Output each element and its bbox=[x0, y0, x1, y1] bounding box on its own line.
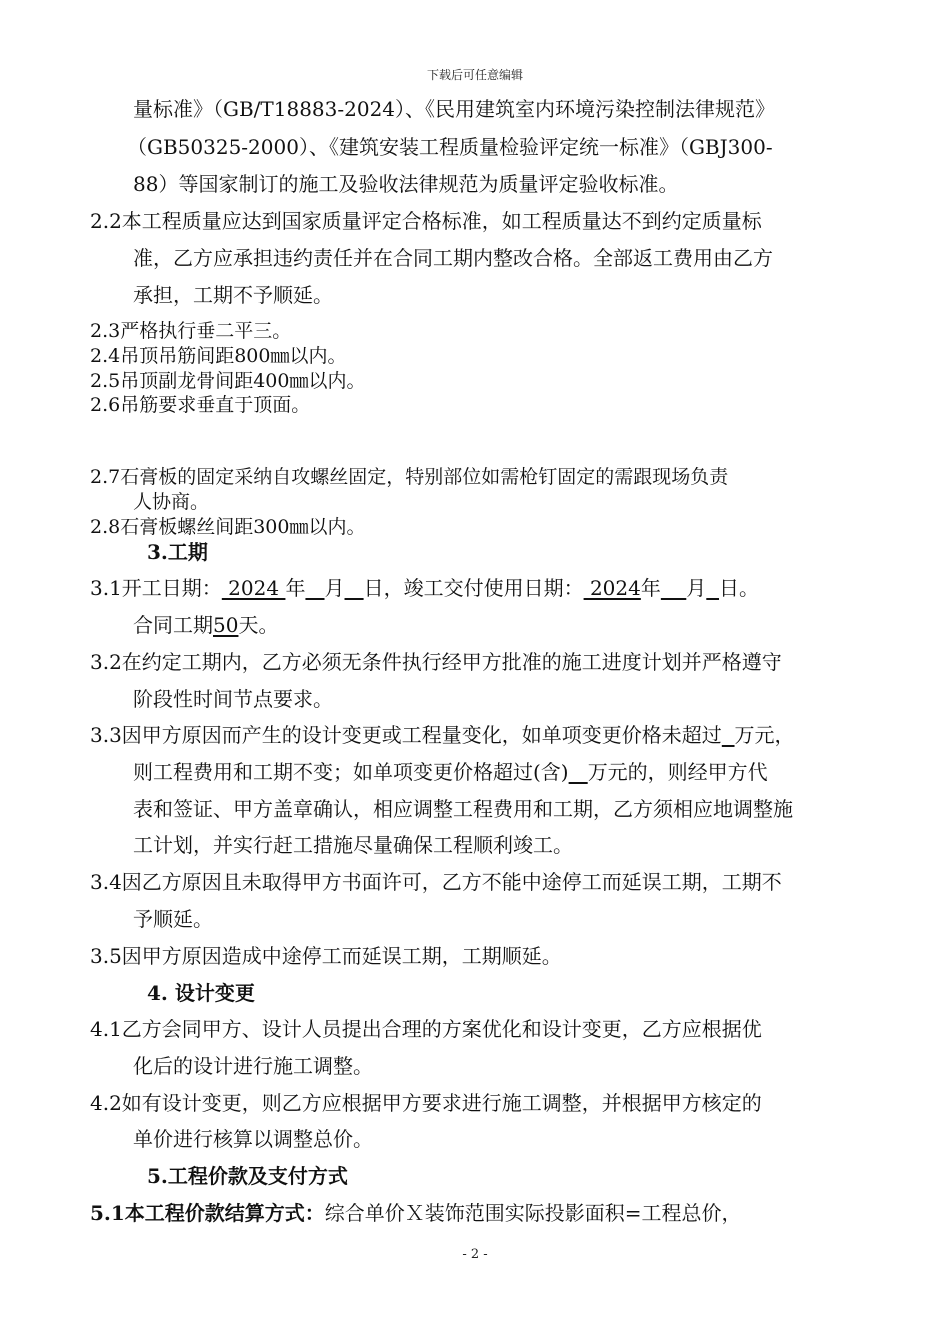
month-label-2: 月 bbox=[686, 576, 707, 600]
clause-2-2-line-3: 承担，工期不予顺延。 bbox=[133, 283, 333, 307]
clause-5-1 bbox=[90, 1200, 742, 1226]
clause-2-3: 2.3严格执行垂二平三。 bbox=[90, 320, 292, 342]
para-standards-line-2: （GB50325-2000）、《建筑安装工程质量检验评定统一标准》（GBJ300- bbox=[127, 135, 773, 159]
start-month-field bbox=[305, 576, 324, 600]
clause-4-1-line-1: 4.1乙方会同甲方、设计人员提出合理的方案优化和设计变更，乙方应根据优 bbox=[90, 1017, 762, 1041]
clause-3-4-line-2: 予顺延。 bbox=[133, 907, 213, 931]
year-label-2: 年 bbox=[640, 576, 661, 600]
clause-3-3-line-4: 工计划，并实行赶工措施尽量确保工程顺利竣工。 bbox=[133, 833, 573, 857]
clause-3-1-start-label: 3.1开工日期： bbox=[90, 576, 222, 600]
clause-2-2-line-2: 准，乙方应承担违约责任并在合同工期内整改合格。全部返工费用由乙方 bbox=[133, 246, 773, 270]
end-month-field bbox=[661, 576, 686, 600]
start-day-field bbox=[345, 576, 364, 600]
clause-3-5: 3.5因甲方原因造成中途停工而延误工期，工期顺延。 bbox=[90, 944, 562, 968]
end-day-field bbox=[706, 576, 719, 600]
clause-3-2-line-1: 3.2在约定工期内，乙方必须无条件执行经甲方批准的施工进度计划并严格遵守 bbox=[90, 650, 782, 674]
year-label: 年 bbox=[285, 576, 306, 600]
month-label: 月 bbox=[324, 576, 345, 600]
amount-blank-1 bbox=[722, 723, 735, 747]
clause-3-1-line-2 bbox=[133, 612, 278, 638]
clause-2-7-line-2: 人协商。 bbox=[133, 491, 210, 513]
clause-3-2-line-2: 阶段性时间节点要求。 bbox=[133, 687, 333, 711]
day-label-2: 日。 bbox=[719, 576, 760, 600]
start-year-field: 2024 bbox=[221, 576, 286, 600]
clause-2-8: 2.8石膏板螺丝间距300㎜以内。 bbox=[90, 516, 366, 538]
clause-4-1-line-2: 化后的设计进行施工调整。 bbox=[133, 1054, 373, 1078]
contract-period-label: 合同工期 bbox=[133, 613, 213, 637]
section-3-heading: 3.工期 bbox=[147, 540, 208, 564]
days-unit: 天。 bbox=[238, 613, 279, 637]
end-year-field: 2024 bbox=[583, 576, 641, 600]
clause-3-3-line-3: 表和签证、甲方盖章确认，相应调整工程费用和工期，乙方须相应地调整施 bbox=[133, 797, 793, 821]
section-5-heading: 5.工程价款及支付方式 bbox=[147, 1164, 348, 1188]
clause-2-7-line-1: 2.7石膏板的固定采纳自攻螺丝固定，特别部位如需枪钉固定的需跟现场负责 bbox=[90, 466, 729, 488]
contract-days-field: 50 bbox=[213, 613, 239, 637]
clause-3-3-text-b: 万元， bbox=[734, 723, 795, 747]
clause-3-3-text-c: 则工程费用和工期不变；如单项变更价格超过(含) bbox=[133, 760, 569, 784]
page-header: 下载后可任意编辑 bbox=[426, 68, 523, 82]
clause-3-1-line-1 bbox=[90, 575, 759, 601]
page-number: - 2 - bbox=[462, 1247, 488, 1262]
clause-3-3-line-2 bbox=[133, 759, 768, 785]
clause-2-5: 2.5吊顶副龙骨间距400㎜以内。 bbox=[90, 370, 366, 392]
amount-blank-2 bbox=[569, 760, 588, 784]
section-4-heading: 4. 设计变更 bbox=[147, 981, 255, 1005]
clause-2-4: 2.4吊顶吊筋间距800㎜以内。 bbox=[90, 345, 347, 367]
clause-4-2-line-1: 4.2如有设计变更，则乙方应根据甲方要求进行施工调整，并根据甲方核定的 bbox=[90, 1091, 762, 1115]
clause-3-3-line-1 bbox=[90, 722, 795, 748]
clause-3-3-text-a: 3.3因甲方原因而产生的设计变更或工程量变化，如单项变更价格未超过 bbox=[90, 723, 722, 747]
clause-3-3-text-d: 万元的，则经甲方代 bbox=[587, 760, 768, 784]
clause-2-2-line-1: 2.2本工程质量应达到国家质量评定合格标准，如工程质量达不到约定质量标 bbox=[90, 209, 762, 233]
clause-5-1-label: 5.1本工程价款结算方式： bbox=[90, 1201, 325, 1225]
para-standards-line-1: 量标准》（GB/T18883-2024）、《民用建筑室内环境污染控制法律规范》 bbox=[133, 97, 776, 121]
completion-label: 日，竣工交付使用日期： bbox=[363, 576, 584, 600]
clause-3-4-line-1: 3.4因乙方原因且未取得甲方书面许可，乙方不能中途停工而延误工期，工期不 bbox=[90, 870, 782, 894]
clause-5-1-formula: 综合单价Ｘ装饰范围实际投影面积=工程总价， bbox=[324, 1201, 742, 1225]
para-standards-line-3: 88）等国家制订的施工及验收法律规范为质量评定验收标准。 bbox=[133, 172, 679, 196]
clause-4-2-line-2: 单价进行核算以调整总价。 bbox=[133, 1127, 373, 1151]
clause-2-6: 2.6吊筋要求垂直于顶面。 bbox=[90, 394, 311, 416]
